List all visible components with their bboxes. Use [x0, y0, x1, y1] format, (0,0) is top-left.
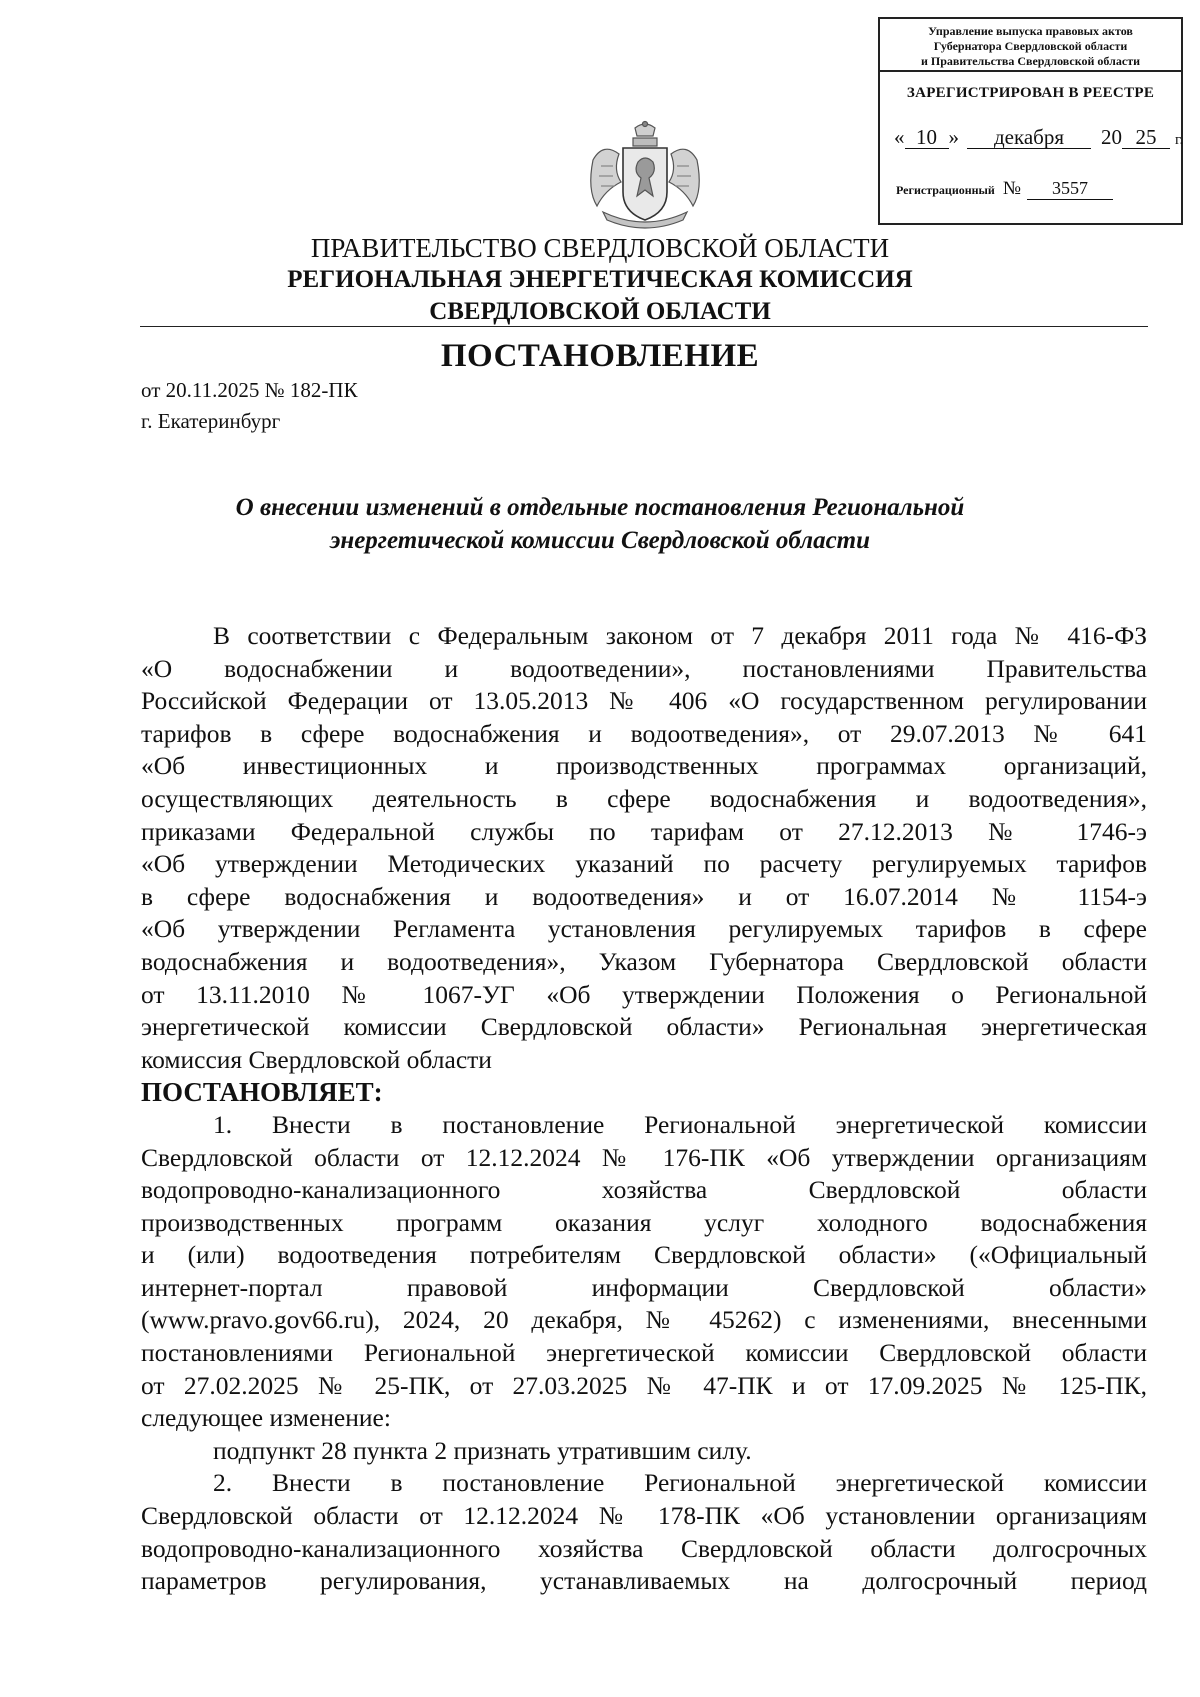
preamble-line: «Об утверждении Регламента установления регулируемых тарифов в сфере [141, 914, 1147, 944]
preamble-line: комиссия Свердловской области [141, 1044, 492, 1074]
stamp-title: ЗАРЕГИСТРИРОВАН В РЕЕСТРЕ [906, 85, 1155, 101]
stamp-quote-close: » [948, 125, 959, 149]
item1-line: и (или) водоотведения потребителям Свердловской области» («Официальный [141, 1240, 1147, 1270]
item2-line: 2. Внести в постановление Региональной энергетической комиссии [213, 1468, 1147, 1498]
item2-line: Свердловской области от 12.12.2024 № 178-ПК «Об установлении организациям [141, 1501, 1147, 1531]
item1-line: производственных программ оказания услуг холодного водоснабжения [141, 1207, 1147, 1237]
preamble-line: водоснабжения и водоотведения», Указом Губернатора Свердловской области [141, 946, 1147, 976]
preamble-line: в сфере водоснабжения и водоотведения» и от 16.07.2014 № 1154-э [141, 881, 1147, 911]
preamble-line: энергетической комиссии Свердловской области» Региональная энергетическая [141, 1012, 1147, 1042]
preamble-line: «Об утверждении Методических указаний по расчету регулируемых тарифов [141, 849, 1147, 879]
preamble-line: приказами Федеральной службы по тарифам от 27.12.2013 № 1746-э [141, 816, 1147, 846]
org-name-commission: РЕГИОНАЛЬНАЯ ЭНЕРГЕТИЧЕСКАЯ КОМИССИЯ [287, 266, 913, 293]
item1-line: Свердловской области от 12.12.2024 № 176-ПК «Об утверждении организациям [141, 1142, 1147, 1172]
stamp-year-mark: г. [1175, 132, 1184, 148]
stamp-registration [896, 177, 1113, 200]
coat-of-arms-emblem [583, 120, 707, 232]
preamble-line: Российской Федерации от 13.05.2013 № 406 «О государственном регулировании [141, 686, 1147, 716]
stamp-year-prefix: 20 [1101, 125, 1122, 149]
stamp-header-line: Губернатора Свердловской области [933, 39, 1128, 53]
org-name-region: СВЕРДЛОВСКОЙ ОБЛАСТИ [429, 298, 771, 325]
stamp-reg-number: 3557 [1027, 177, 1113, 200]
org-name-government: ПРАВИТЕЛЬСТВО СВЕРДЛОВСКОЙ ОБЛАСТИ [310, 233, 890, 263]
stamp-month: декабря [967, 126, 1091, 149]
item1-line: (www.pravo.gov66.ru), 2024, 20 декабря, № 45262) с изменениями, внесенными [141, 1305, 1147, 1335]
preamble-line: осуществляющих деятельность в сфере водоснабжения и водоотведения», [141, 783, 1147, 813]
stamp-date [894, 125, 1183, 150]
header-divider [140, 326, 1148, 327]
document-body [141, 620, 1147, 1598]
document-type: ПОСТАНОВЛЕНИЕ [440, 338, 760, 374]
item1-line: водопроводно-канализационного хозяйства Свердловской области [141, 1175, 1147, 1205]
preamble-line: от 13.11.2010 № 1067-УГ «Об утверждении Положения о Региональной [141, 979, 1147, 1009]
item1-subpoint: подпункт 28 пункта 2 признать утратившим силу. [213, 1435, 752, 1465]
document-city: г. Екатеринбург [141, 409, 281, 433]
preamble-line: тарифов в сфере водоснабжения и водоотведения», от 29.07.2013 № 641 [141, 718, 1147, 748]
stamp-header [880, 19, 1181, 72]
item1-line: следующее изменение: [141, 1403, 391, 1433]
preamble-line: «Об инвестиционных и производственных программах организаций, [141, 751, 1147, 781]
item1-line: от 27.02.2025 № 25-ПК, от 27.03.2025 № 47-ПК и от 17.09.2025 № 125-ПК, [141, 1370, 1147, 1400]
stamp-header-line: Управление выпуска правовых актов [928, 24, 1133, 38]
item1-line: интернет-портал правовой информации Свердловской области» [141, 1272, 1147, 1302]
registry-stamp [878, 17, 1183, 225]
stamp-day: 10 [905, 126, 949, 149]
stamp-num-sign: № [1002, 178, 1021, 199]
document-date-number: от 20.11.2025 № 182-ПК [141, 378, 358, 402]
stamp-reg-label: Регистрационный [896, 183, 995, 197]
document-subject-line: энергетической комиссии Свердловской области [329, 527, 871, 554]
item1-line: 1. Внести в постановление Региональной энергетической комиссии [213, 1109, 1147, 1139]
stamp-quote-open: « [894, 125, 905, 149]
document-subject-line: О внесении изменений в отдельные постановления Региональной [235, 494, 965, 521]
stamp-header-line: и Правительства Свердловской области [921, 54, 1140, 68]
item2-line: водопроводно-канализационного хозяйства Свердловской области долгосрочных [141, 1533, 1147, 1563]
decree-word: ПОСТАНОВЛЯЕТ: [141, 1077, 383, 1108]
preamble-line: В соответствии с Федеральным законом от 7 декабря 2011 года № 416-ФЗ [213, 621, 1147, 650]
item1-line: постановлениями Региональной энергетической комиссии Свердловской области [141, 1338, 1147, 1368]
item2-line: параметров регулирования, устанавливаемых на долгосрочный период [141, 1566, 1147, 1596]
stamp-year-suffix: 25 [1122, 126, 1170, 149]
preamble-line: «О водоснабжении и водоотведении», постановлениями Правительства [141, 653, 1147, 683]
